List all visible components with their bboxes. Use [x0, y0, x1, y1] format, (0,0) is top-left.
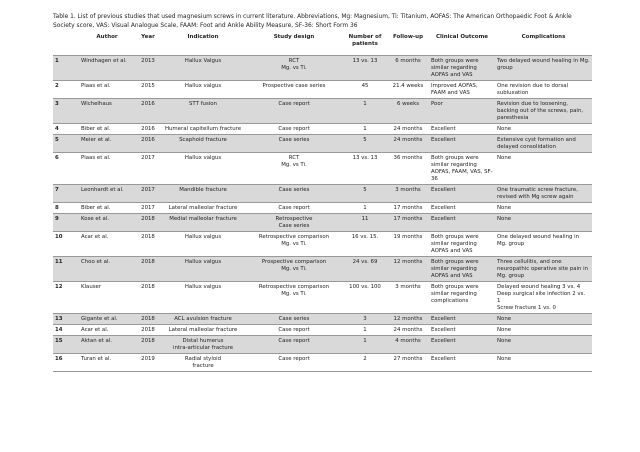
header-follow-up: Follow-up [392, 34, 424, 40]
complications-cell: None [495, 314, 592, 325]
indication-cell: STT fusion [161, 99, 245, 124]
study-design-cell: Case report [245, 336, 343, 354]
table-row [53, 135, 592, 153]
patients-cell: 1 [343, 325, 387, 336]
study-design-cell: Retrospective comparison Mg. vs Ti. [245, 232, 343, 257]
author-cell: Acar et al. [79, 325, 135, 336]
studies-table [53, 32, 592, 372]
complications-cell: Revision due to loosening, backing out of the screws, pain, paresthesia [495, 99, 592, 124]
header-number-of-patients: Number of patients [348, 34, 382, 47]
table-header-row [53, 32, 592, 56]
patients-cell: 1 [343, 203, 387, 214]
table-row [53, 81, 592, 99]
follow-up-cell: 3 months [387, 185, 429, 203]
table-row [53, 203, 592, 214]
clinical-outcome-cell: Improved AOFAS, FAAM and VAS [429, 81, 495, 99]
table-row [53, 336, 592, 354]
table-caption: Table 1. List of previous studies that used magnesium screws in current literature. Abbreviations, Mg: Magnesium, Ti: Titanium, AOFAS: The American Orthopaedic Foot & Ankle Society score, VAS: Visual Analogue Scale, FAAM: Foot and Ankle Ability Measure, SF-36: Short Form 36 [53, 14, 572, 29]
author-cell: Biber et al. [79, 203, 135, 214]
indication-cell: Hallux valgus [161, 232, 245, 257]
author-cell: Plaas et al. [79, 153, 135, 185]
author-cell: Klauser [79, 282, 135, 314]
table-row [53, 214, 592, 232]
indication-cell: Hallux Valgus [161, 56, 245, 81]
follow-up-cell: 17 months [387, 214, 429, 232]
study-design-cell: Case series [245, 135, 343, 153]
patients-cell: 3 [343, 314, 387, 325]
table-row [53, 325, 592, 336]
patients-cell: 13 vs. 13 [343, 56, 387, 81]
indication-cell: Hallux valgus [161, 81, 245, 99]
header-study-design: Study design [273, 34, 315, 40]
indication-cell: Lateral malleolar fracture [161, 325, 245, 336]
complications-cell: Two delayed wound healing in Mg. group [495, 56, 592, 81]
year-cell: 2016 [135, 124, 161, 135]
author-cell: Meier et al. [79, 135, 135, 153]
study-design-cell: Case report [245, 354, 343, 372]
clinical-outcome-cell: Excellent [429, 135, 495, 153]
study-design-cell: RCT Mg. vs Ti. [245, 153, 343, 185]
clinical-outcome-cell: Excellent [429, 336, 495, 354]
clinical-outcome-cell: Both groups were similar regarding AOFAS and VAS [429, 56, 495, 81]
study-design-cell: Retrospective comparison Mg. vs Ti. [245, 282, 343, 314]
complications-cell: None [495, 214, 592, 232]
header-indication: Indication [187, 34, 219, 40]
follow-up-cell: 36 months [387, 153, 429, 185]
complications-cell: None [495, 354, 592, 372]
follow-up-cell: 12 months [387, 314, 429, 325]
table-body [53, 56, 592, 372]
patients-cell: 2 [343, 354, 387, 372]
table-row [53, 153, 592, 185]
clinical-outcome-cell: Excellent [429, 325, 495, 336]
complications-cell: None [495, 124, 592, 135]
clinical-outcome-cell: Both groups were similar regarding AOFAS, FAAM, VAS, SF-36 [429, 153, 495, 185]
header-num [53, 32, 79, 56]
year-cell: 2016 [135, 99, 161, 124]
author-cell: Gigante et al. [79, 314, 135, 325]
patients-cell: 24 vs. 69 [343, 257, 387, 282]
indication-cell: Medial malleolar fracture [161, 214, 245, 232]
header-complications: Complications [521, 34, 566, 40]
follow-up-cell: 24 months [387, 135, 429, 153]
row-number: 13 [53, 314, 79, 325]
row-number: 12 [53, 282, 79, 314]
clinical-outcome-cell: Both groups were similar regarding AOFAS and VAS [429, 232, 495, 257]
patients-cell: 5 [343, 185, 387, 203]
follow-up-cell: 6 weeks [387, 99, 429, 124]
table-row [53, 282, 592, 314]
complications-cell: None [495, 325, 592, 336]
table-row [53, 185, 592, 203]
complications-cell: One revision due to dorsal subluxation [495, 81, 592, 99]
indication-cell: Mandible fracture [161, 185, 245, 203]
row-number: 5 [53, 135, 79, 153]
row-number: 15 [53, 336, 79, 354]
year-cell: 2018 [135, 214, 161, 232]
table-row [53, 354, 592, 372]
row-number: 16 [53, 354, 79, 372]
year-cell: 2016 [135, 135, 161, 153]
year-cell: 2019 [135, 354, 161, 372]
complications-cell: Delayed wound healing 3 vs. 4 Deep surgical site infection 2 vs. 1 Screw fracture 1 vs. 0 [495, 282, 592, 314]
year-cell: 2015 [135, 81, 161, 99]
row-number: 1 [53, 56, 79, 81]
indication-cell: Humeral capitellum fracture [161, 124, 245, 135]
author-cell: Plaas et al. [79, 81, 135, 99]
indication-cell: Distal humerus intra-articular fracture [161, 336, 245, 354]
follow-up-cell: 21.4 weeks [387, 81, 429, 99]
complications-cell: None [495, 203, 592, 214]
study-design-cell: Case report [245, 124, 343, 135]
author-cell: Wichelhaus [79, 99, 135, 124]
table-row [53, 314, 592, 325]
patients-cell: 45 [343, 81, 387, 99]
indication-cell: Radial styloid fracture [161, 354, 245, 372]
indication-cell: Scaphoid fracture [161, 135, 245, 153]
follow-up-cell: 17 months [387, 203, 429, 214]
study-design-cell: Retrospective Case series [245, 214, 343, 232]
clinical-outcome-cell: Excellent [429, 214, 495, 232]
follow-up-cell: 12 months [387, 257, 429, 282]
patients-cell: 100 vs. 100 [343, 282, 387, 314]
complications-cell: One delayed wound healing in Mg. group [495, 232, 592, 257]
clinical-outcome-cell: Excellent [429, 124, 495, 135]
indication-cell: ACL avulsion fracture [161, 314, 245, 325]
indication-cell: Hallux valgus [161, 153, 245, 185]
row-number: 11 [53, 257, 79, 282]
clinical-outcome-cell: Excellent [429, 185, 495, 203]
clinical-outcome-cell: Excellent [429, 314, 495, 325]
row-number: 7 [53, 185, 79, 203]
indication-cell: Hallux valgus [161, 257, 245, 282]
author-cell: Aktan et al. [79, 336, 135, 354]
author-cell: Biber et al. [79, 124, 135, 135]
indication-cell: Lateral malleolar fracture [161, 203, 245, 214]
clinical-outcome-cell: Both groups were similar regarding complications [429, 282, 495, 314]
row-number: 10 [53, 232, 79, 257]
patients-cell: 11 [343, 214, 387, 232]
follow-up-cell: 27 months [387, 354, 429, 372]
indication-cell: Hallux valgus [161, 282, 245, 314]
study-design-cell: Case series [245, 185, 343, 203]
author-cell: Choo et al. [79, 257, 135, 282]
year-cell: 2017 [135, 185, 161, 203]
year-cell: 2018 [135, 257, 161, 282]
study-design-cell: Prospective comparison Mg. vs Ti. [245, 257, 343, 282]
year-cell: 2017 [135, 153, 161, 185]
clinical-outcome-cell: Excellent [429, 354, 495, 372]
patients-cell: 1 [343, 124, 387, 135]
header-year: Year [141, 34, 155, 40]
row-number: 3 [53, 99, 79, 124]
year-cell: 2013 [135, 56, 161, 81]
table-row [53, 257, 592, 282]
row-number: 9 [53, 214, 79, 232]
year-cell: 2018 [135, 314, 161, 325]
follow-up-cell: 4 months [387, 336, 429, 354]
header-author: Author [96, 34, 118, 40]
table-row [53, 56, 592, 81]
year-cell: 2018 [135, 282, 161, 314]
year-cell: 2018 [135, 336, 161, 354]
follow-up-cell: 24 months [387, 325, 429, 336]
patients-cell: 13 vs. 13 [343, 153, 387, 185]
clinical-outcome-cell: Poor [429, 99, 495, 124]
patients-cell: 16 vs. 15. [343, 232, 387, 257]
clinical-outcome-cell: Both groups were similar regarding AOFAS and VAS [429, 257, 495, 282]
study-design-cell: Case report [245, 325, 343, 336]
study-design-cell: RCT Mg. vs Ti. [245, 56, 343, 81]
author-cell: Kose et al. [79, 214, 135, 232]
row-number: 6 [53, 153, 79, 185]
study-design-cell: Prospective case series [245, 81, 343, 99]
patients-cell: 1 [343, 99, 387, 124]
patients-cell: 5 [343, 135, 387, 153]
follow-up-cell: 19 months [387, 232, 429, 257]
header-clinical-outcome: Clinical Outcome [435, 34, 489, 40]
row-number: 14 [53, 325, 79, 336]
complications-cell: None [495, 153, 592, 185]
patients-cell: 1 [343, 336, 387, 354]
table-row [53, 124, 592, 135]
follow-up-cell: 24 months [387, 124, 429, 135]
complications-cell: None [495, 336, 592, 354]
complications-cell: One traumatic screw fracture, revised with Mg screw again [495, 185, 592, 203]
year-cell: 2018 [135, 232, 161, 257]
complications-cell: Extensive cyst formation and delayed consolidation [495, 135, 592, 153]
study-design-cell: Case series [245, 314, 343, 325]
complications-cell: Three cellulitis, and one neuropathic operative site pain in Mg. group [495, 257, 592, 282]
study-design-cell: Case report [245, 99, 343, 124]
follow-up-cell: 3 months [387, 282, 429, 314]
clinical-outcome-cell: Excellent [429, 203, 495, 214]
year-cell: 2017 [135, 203, 161, 214]
author-cell: Leonhardt et al. [79, 185, 135, 203]
study-design-cell: Case report [245, 203, 343, 214]
row-number: 4 [53, 124, 79, 135]
author-cell: Acar et al. [79, 232, 135, 257]
row-number: 2 [53, 81, 79, 99]
year-cell: 2018 [135, 325, 161, 336]
row-number: 8 [53, 203, 79, 214]
author-cell: Windhagen et al. [79, 56, 135, 81]
table-row [53, 99, 592, 124]
author-cell: Turan et al. [79, 354, 135, 372]
table-row [53, 232, 592, 257]
follow-up-cell: 6 months [387, 56, 429, 81]
